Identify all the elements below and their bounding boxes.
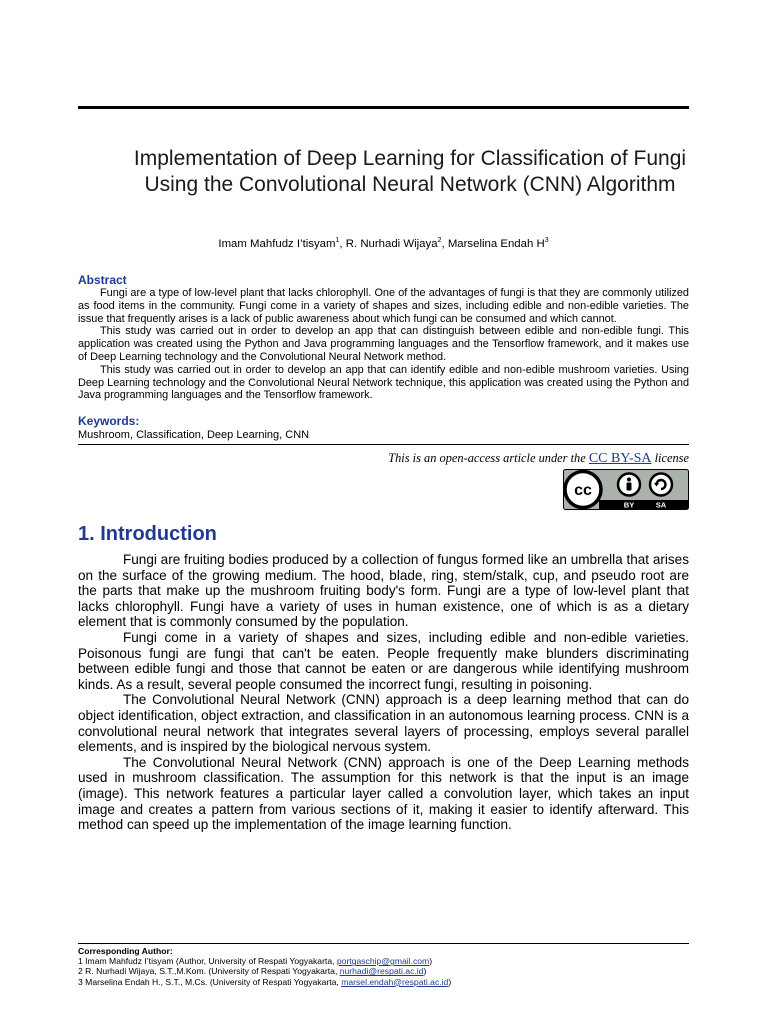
abstract-body <box>78 287 689 402</box>
share-alike-icon <box>650 474 672 496</box>
svg-text:cc: cc <box>574 482 592 499</box>
license-note <box>388 451 689 467</box>
badge-by-label: BY <box>623 500 635 510</box>
footnote-end: ) <box>448 976 452 987</box>
badge-sa-label: SA <box>655 500 667 510</box>
body-paragraph: Fungi are fruiting bodies produced by a collection of fungus formed like an umbrella that arises on the surface of the growing medium. The hood, blade, ring, stem/stalk, cup, and pseudo root are the parts that make up the mushroom fruiting body's form. Fungi are a type of low-level plant that lacks chlorophyll. Fungi have a variety of uses in human existence, one of which is as a dietary element that is commonly consumed by the population. <box>78 552 689 630</box>
footnote-text: 3 Marselina Endah H., S.T., M.Cs. (University of Respati Yogyakarta, <box>78 976 342 987</box>
abstract-rule <box>78 444 689 445</box>
body-paragraph: The Convolutional Neural Network (CNN) approach is one of the Deep Learning methods used in mushroom classification. The assumption for this network is that the input is an image (image). This network features a particular layer called a convolution layer, which takes an input image and creates a pattern from various sections of it, making it easier to identify afterward. This method can speed up the implementation of the image learning function. <box>78 754 689 833</box>
email-link[interactable]: nurhadi@respati.ac.id <box>339 966 424 977</box>
author-separator: , <box>441 237 448 250</box>
abstract-paragraph: This study was carried out in order to develop an app that can identify edible and non-edible mushroom varieties. Using Deep Learning technology and the Convolutional Neural Network technique, this application was created using the Python and Java programming languages and the Tensorflow framework. <box>78 363 689 402</box>
body-paragraph: The Convolutional Neural Network (CNN) approach is a deep learning method that can do object identification, object extraction, and classification in an autonomous learning process. CNN is a convolutional neural network that integrates several layers of processing, employs several parallel elements, and is inspired by the biological nervous system. <box>78 692 689 755</box>
email-link[interactable]: marsel.endah@respati.ac.id <box>341 976 449 987</box>
keywords-heading: Keywords: <box>78 414 140 428</box>
abstract-paragraph: Fungi are a type of low-level plant that lacks chlorophyll. One of the advantages of fungi is that they are commonly utilized as food items in the community. Fungi come in a variety of shapes and sizes, including edible and non-edible varieties. The issue that frequently arises is a lack of public awareness about which fungi can be consumed and which cannot. <box>78 287 689 325</box>
paper-title: Implementation of Deep Learning for Classification of Fungi Using the Convolutional Neural Network (CNN) Algorithm <box>133 147 687 196</box>
author-name: Imam Mahfudz I’tisyam <box>218 237 336 250</box>
badge-strip <box>599 500 688 509</box>
author-affiliation-mark: 1 <box>335 237 340 244</box>
footnote-line <box>78 977 689 987</box>
header-rule <box>78 106 689 109</box>
author-name: R. Nurhadi Wijaya <box>345 237 438 250</box>
footnote <box>78 946 689 987</box>
keywords-text: Mushroom, Classification, Deep Learning, CNN <box>78 429 310 441</box>
footnote-rule <box>78 943 689 944</box>
author-list <box>78 234 689 251</box>
body-paragraph: Fungi come in a variety of shapes and sizes, including edible and non-edible varieties. Poisonous fungi are fungi that can't be eaten. People frequently make blunders discriminating between edible fungi and those that cannot be eaten or are dangerous while identifying mushroom kinds. As a result, several people consumed the incorrect fungi, resulting in poisoning. <box>78 629 689 692</box>
cc-by-sa-badge[interactable] <box>563 469 689 510</box>
section-heading-introduction: 1. Introduction <box>78 523 217 545</box>
email-link[interactable]: portgaschip@gmail.com <box>336 956 430 967</box>
footnote-text: 1 Imam Mahfudz I’tisyam (Author, University of Respati Yogyakarta, <box>78 956 337 967</box>
footnote-heading: Corresponding Author: <box>78 946 173 956</box>
author-affiliation-mark: 2 <box>437 237 442 244</box>
author-affiliation-mark: 3 <box>544 237 549 244</box>
footnote-end: ) <box>429 956 433 967</box>
abstract-paragraph: This study was carried out in order to develop an app that can distinguish between edible and non-edible fungi. This application was created using the Python and Java programming languages and the Tensorflow framework, and it makes use of Deep Learning technology and the Convolutional Neural Network method. <box>78 325 689 363</box>
author-name: Marselina Endah H <box>447 237 545 250</box>
license-prefix: This is an open-access article under the <box>388 451 586 465</box>
abstract-heading: Abstract <box>78 273 127 287</box>
footnote-line <box>78 966 689 976</box>
footnote-text: 2 R. Nurhadi Wijaya, S.T.,M.Kom. (University of Respati Yogyakarta, <box>78 966 340 977</box>
footnote-line <box>78 956 689 966</box>
introduction-body <box>78 552 689 833</box>
author-separator: , <box>339 237 346 250</box>
license-suffix: license <box>654 451 689 465</box>
license-link[interactable]: CC BY-SA <box>588 451 652 466</box>
footnote-end: ) <box>423 966 427 977</box>
